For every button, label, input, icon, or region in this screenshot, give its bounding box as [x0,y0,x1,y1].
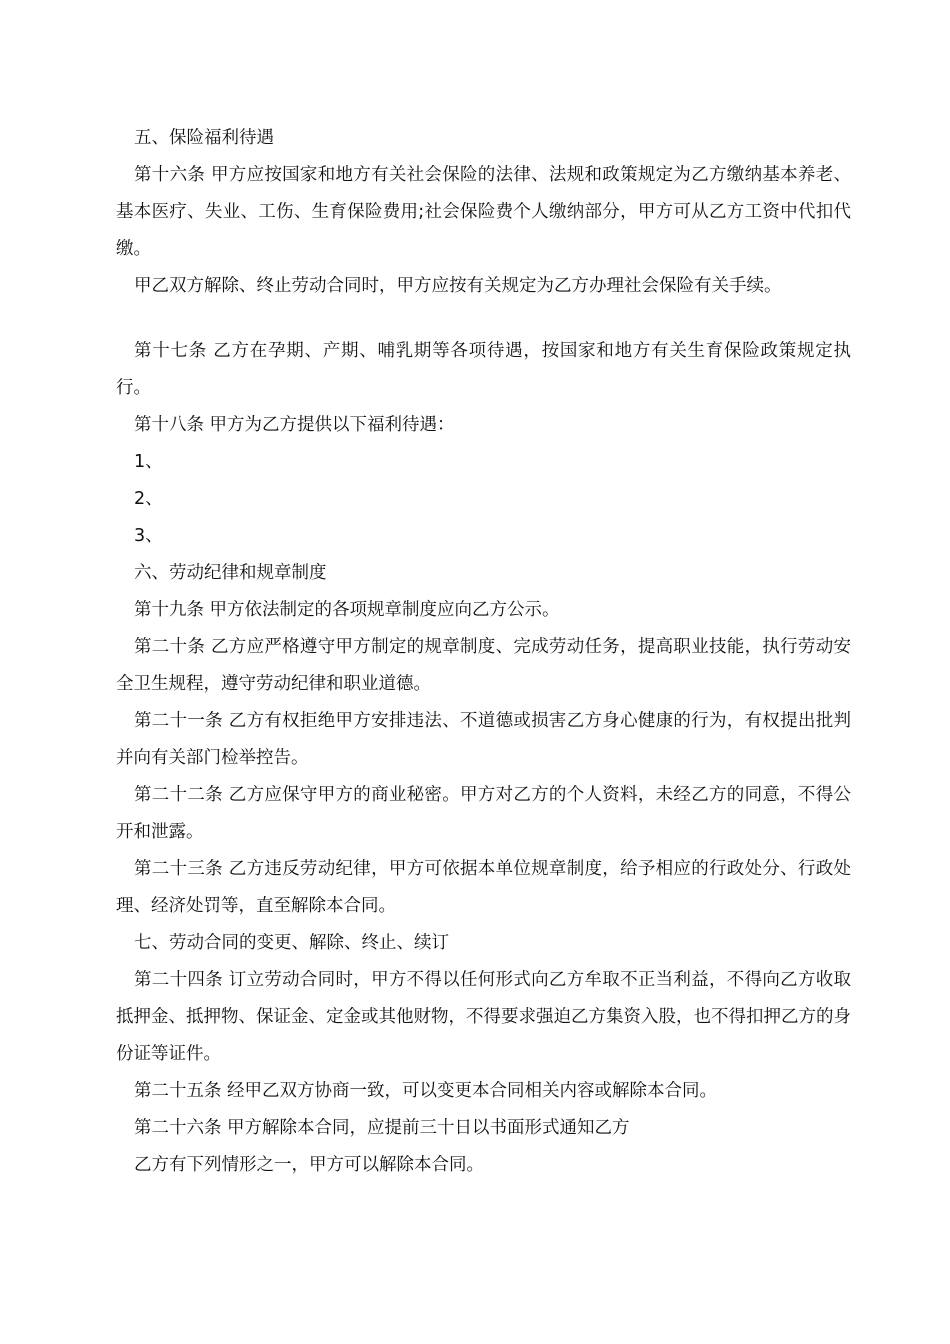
article-paragraph: 第二十三条 乙方违反劳动纪律，甲方可依据本单位规章制度，给予相应的行政处分、行政处理、经济处罚等，直至解除本合同。 [116,859,851,916]
list-item: 1、 [134,452,163,472]
article-paragraph: 第十九条 甲方依法制定的各项规章制度应向乙方公示。 [134,600,560,620]
document-body [116,120,851,1184]
list-item: 2、 [134,489,163,509]
article-paragraph: 第二十五条 经甲乙双方协商一致，可以变更本合同相关内容或解除本合同。 [134,1081,718,1101]
paragraph-gap [116,305,851,333]
article-paragraph: 第二十六条 甲方解除本合同，应提前三十日以书面形式通知乙方 [134,1118,630,1138]
article-paragraph: 第十七条 乙方在孕期、产期、哺乳期等各项待遇，按国家和地方有关生育保险政策规定执行。 [116,341,851,398]
article-paragraph: 第二十二条 乙方应保守甲方的商业秘密。甲方对乙方的个人资料，未经乙方的同意，不得公开和泄露。 [116,785,851,842]
article-paragraph: 第二十条 乙方应严格遵守甲方制定的规章制度、完成劳动任务，提高职业技能，执行劳动安全卫生规程，遵守劳动纪律和职业道德。 [116,637,851,694]
article-paragraph: 第二十四条 订立劳动合同时，甲方不得以任何形式向乙方牟取不正当利益，不得向乙方收取抵押金、抵押物、保证金、定金或其他财物，不得要求强迫乙方集资入股，也不得扣押乙方的身份证等证件。 [116,970,851,1064]
article-paragraph: 甲乙双方解除、终止劳动合同时，甲方应按有关规定为乙方办理社会保险有关手续。 [134,276,782,296]
article-paragraph: 第十六条 甲方应按国家和地方有关社会保险的法律、法规和政策规定为乙方缴纳基本养老、基本医疗、失业、工伤、生育保险费用;社会保险费个人缴纳部分，甲方可从乙方工资中代扣代缴。 [116,165,851,259]
list-item: 3、 [134,526,163,546]
section-heading: 七、劳动合同的变更、解除、终止、续订 [134,933,449,953]
article-paragraph: 第十八条 甲方为乙方提供以下福利待遇： [134,415,455,435]
article-paragraph: 乙方有下列情形之一，甲方可以解除本合同。 [134,1155,484,1175]
section-heading: 六、劳动纪律和规章制度 [134,563,327,583]
section-heading: 五、保险福利待遇 [134,128,274,148]
article-paragraph: 第二十一条 乙方有权拒绝甲方安排违法、不道德或损害乙方身心健康的行为，有权提出批判并向有关部门检举控告。 [116,711,851,768]
